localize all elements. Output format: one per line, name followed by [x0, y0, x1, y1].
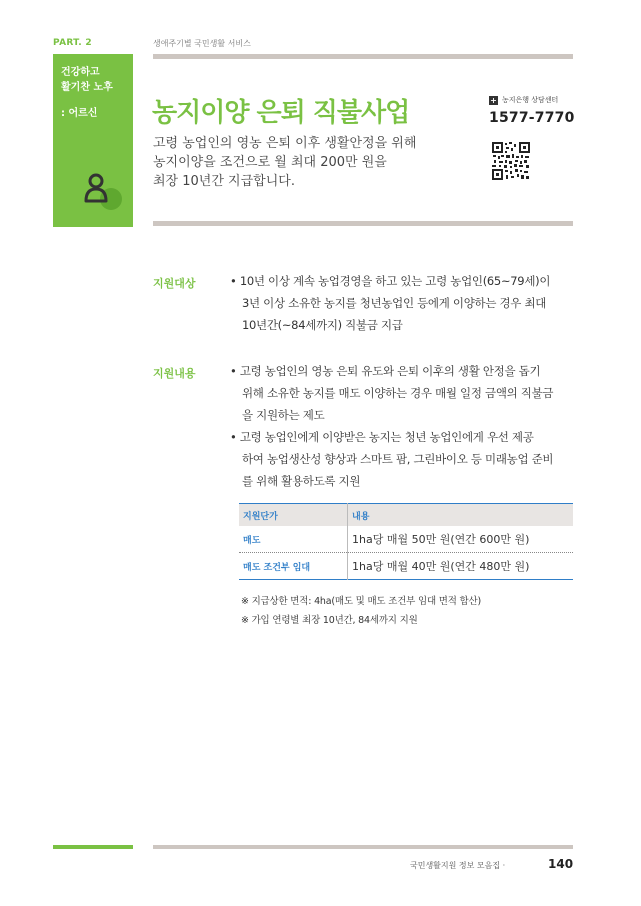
table-cell-detail: 1ha당 매월 50만 원(연간 600만 원): [348, 526, 574, 553]
description-line2: 농지이양을 조건으로 월 최대 200만 원을: [153, 155, 387, 170]
section-label-content: 지원내용: [153, 367, 196, 380]
category-title-line1: 건강하고: [61, 67, 100, 78]
table-header-content: 내용: [348, 504, 574, 527]
content-b2-line1: • 고령 농업인에게 이양받은 농지는 청년 농업인에게 우선 제공: [230, 430, 534, 444]
category-title-line2: 활기찬 노후: [61, 82, 113, 93]
plus-icon: +: [490, 95, 497, 105]
target-line2: 3년 이상 소유한 농지를 청년농업인 등에게 이양하는 경우 최대: [242, 296, 547, 310]
table-row: [239, 526, 573, 553]
top-divider-gray: [153, 54, 573, 59]
table-header-row: [239, 504, 573, 527]
part-label: PART. 2: [53, 38, 92, 48]
target-line3: 10년간(~84세까지) 직불금 지급: [242, 318, 403, 332]
content-b1-line3: 을 지원하는 제도: [242, 408, 325, 422]
table-cell-detail: 1ha당 매월 40만 원(연간 480만 원): [348, 553, 574, 580]
section-target-text: [230, 270, 573, 336]
content-b2-line3: 를 위해 활용하도록 지원: [242, 474, 361, 488]
table-cell-type: 매도 조건부 임대: [243, 562, 311, 573]
table-header-rate: 지원단가: [239, 504, 348, 527]
qr-code-icon[interactable]: [491, 141, 531, 181]
footer-divider-gray: [153, 845, 573, 849]
footer-title: 국민생활지원 정보 모음집 ·: [410, 861, 506, 870]
person-icon: [81, 169, 125, 213]
support-rate-table: [239, 503, 573, 580]
section-label-target: 지원대상: [153, 277, 196, 290]
description-line3: 최장 10년간 지급합니다.: [153, 174, 295, 189]
category-side-box: [53, 59, 133, 227]
description-line1: 고령 농업인의 영농 은퇴 이후 생활안정을 위해: [153, 136, 417, 151]
table-cell-type: 매도: [243, 535, 261, 546]
category-subtitle: : 어르신: [61, 108, 98, 119]
section-divider: [153, 221, 573, 226]
category-title: [61, 65, 113, 95]
footer-divider-green: [53, 845, 133, 849]
page-title: 농지이양 은퇴 직불사업: [152, 98, 410, 128]
page-description: [153, 134, 473, 191]
contact-label: [489, 95, 558, 105]
note-age-limit: ※ 가입 연령별 최장 10년간, 84세까지 지원: [241, 615, 418, 626]
section-content-text: [230, 360, 573, 492]
note-area-limit: ※ 지급상한 면적: 4ha(매도 및 매도 조건부 임대 면적 합산): [241, 596, 481, 607]
target-line1: • 10년 이상 계속 농업경영을 하고 있는 고령 농업인(65~79세)이: [230, 274, 551, 288]
content-b1-line2: 위해 소유한 농지를 매도 이양하는 경우 매월 일정 금액의 직불금: [242, 386, 554, 400]
page-number: 140: [548, 857, 574, 871]
content-b1-line1: • 고령 농업인의 영농 은퇴 유도와 은퇴 이후의 생활 안정을 돕기: [230, 364, 541, 378]
contact-center-name: 농지은행 상담센터: [502, 96, 559, 104]
content-b2-line2: 하여 농업생산성 향상과 스마트 팜, 그린바이오 등 미래농업 준비: [242, 452, 554, 466]
chapter-subtitle: 생애주기별 국민생활 서비스: [153, 39, 251, 48]
table-row: [239, 553, 573, 580]
contact-phone[interactable]: 1577-7770: [489, 110, 575, 126]
